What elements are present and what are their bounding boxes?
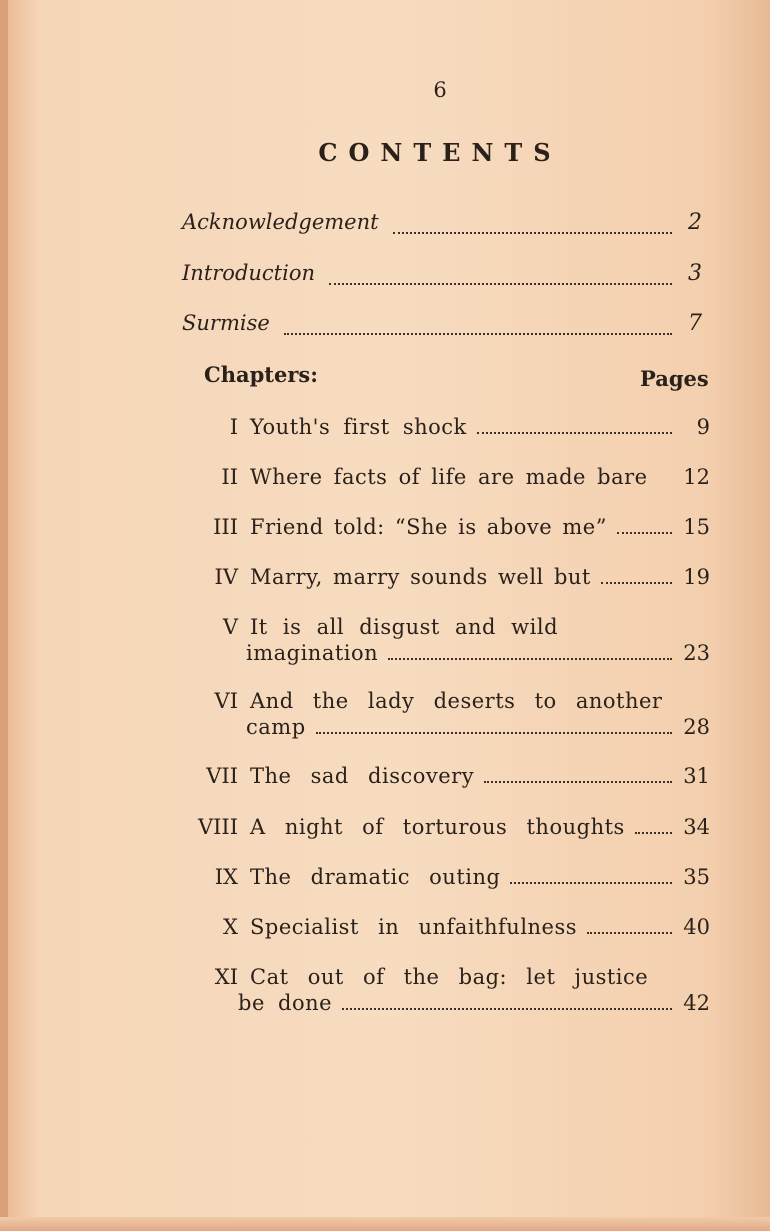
chapter-number: V <box>222 615 238 639</box>
chapter-page: 23 <box>683 641 710 665</box>
dot-leader <box>477 426 672 434</box>
front-matter-page: 3 <box>688 261 702 286</box>
chapter-title-line2: be done <box>238 991 333 1015</box>
front-matter-page: 7 <box>688 311 702 336</box>
pages-heading: Pages <box>640 366 709 391</box>
chapter-page: 42 <box>683 991 710 1015</box>
chapter-number: IX <box>214 865 238 889</box>
chapter-number: VIII <box>197 815 238 839</box>
dot-leader <box>329 277 672 285</box>
chapter-title: Marry, marry sounds well but <box>250 565 591 589</box>
chapter-page: 12 <box>683 465 710 489</box>
chapter-title: The sad discovery <box>250 764 475 788</box>
front-matter-label: Surmise <box>182 311 270 335</box>
dot-leader <box>284 327 672 335</box>
chapter-page: 34 <box>683 815 710 839</box>
dot-leader <box>658 478 672 484</box>
chapter-title: Friend told: “She is above me” <box>250 515 607 539</box>
contents-title: CONTENTS <box>318 138 562 167</box>
chapter-page: 31 <box>683 764 710 788</box>
front-matter-label: Introduction <box>182 261 315 285</box>
page-number: 6 <box>433 78 447 102</box>
dot-leader <box>635 826 672 834</box>
chapter-number: XI <box>214 965 238 989</box>
dot-leader <box>510 876 672 884</box>
chapter-number: X <box>223 915 238 939</box>
chapter-page: 19 <box>683 565 710 589</box>
front-matter-label: Acknowledgement <box>182 210 379 234</box>
dot-leader <box>484 775 672 783</box>
chapter-title: A night of torturous thoughts <box>250 815 625 839</box>
chapter-title: Specialist in unfaithfulness <box>250 915 578 939</box>
dot-leader <box>601 576 672 584</box>
chapter-title: Where facts of life are made bare <box>250 465 648 489</box>
chapter-title: The dramatic outing <box>250 865 501 889</box>
page-edge-bottom <box>0 1217 770 1231</box>
chapter-number: VII <box>206 764 238 788</box>
front-matter-introduction <box>182 261 702 291</box>
chapter-page: 9 <box>696 415 710 439</box>
chapter-title-line2: imagination <box>246 641 379 665</box>
chapters-heading: Chapters: <box>204 362 318 387</box>
chapter-title-line1: Cat out of the bag: let justice <box>250 965 649 989</box>
page-edge-left <box>0 0 8 1231</box>
dot-leader <box>617 526 672 534</box>
chapter-entry-6 <box>160 688 710 740</box>
chapter-title-line2: camp <box>246 715 306 739</box>
dot-leader <box>316 726 672 734</box>
chapter-page: 35 <box>683 865 710 889</box>
dot-leader <box>393 226 672 234</box>
chapter-number: III <box>213 515 238 539</box>
chapter-number: VI <box>214 689 238 713</box>
chapter-entry-5 <box>160 614 710 666</box>
chapter-page: 40 <box>683 915 710 939</box>
front-matter-page: 2 <box>688 210 702 235</box>
chapter-page: 28 <box>683 715 710 739</box>
chapter-page: 15 <box>683 515 710 539</box>
chapter-number: IV <box>214 565 238 589</box>
chapter-title-line1: And the lady deserts to another <box>250 689 663 713</box>
dot-leader <box>342 1002 672 1010</box>
front-matter-acknowledgement <box>182 210 702 240</box>
chapter-number: II <box>221 465 238 489</box>
chapter-title-line1: It is all disgust and wild <box>250 615 559 639</box>
chapter-number: I <box>229 415 238 439</box>
chapter-entry-11 <box>160 964 710 1016</box>
chapter-title: Youth's first shock <box>250 415 467 439</box>
dot-leader <box>587 926 672 934</box>
front-matter-surmise <box>182 311 702 341</box>
dot-leader <box>388 652 672 660</box>
